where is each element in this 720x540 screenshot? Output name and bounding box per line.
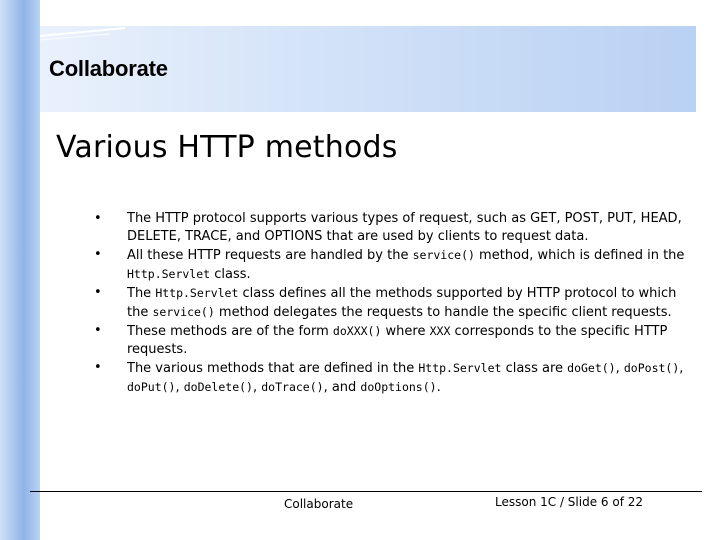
bullet-dot-icon: • bbox=[94, 211, 102, 226]
bullet-dot-icon: • bbox=[94, 285, 102, 300]
bullet-item bbox=[0, 284, 700, 322]
code-fragment: doTrace() bbox=[261, 380, 324, 394]
text-fragment: These methods are of the form bbox=[127, 324, 333, 339]
text-fragment: class defines all the methods supported by HTTP protocol to which the bbox=[127, 286, 677, 320]
text-fragment: . bbox=[436, 380, 441, 395]
bullet-dot-icon: • bbox=[94, 247, 102, 262]
section-label: Collaborate bbox=[49, 56, 168, 81]
code-fragment: XXX bbox=[429, 324, 451, 338]
text-fragment: where bbox=[381, 324, 430, 339]
bullet-item bbox=[0, 359, 700, 397]
text-fragment: , bbox=[252, 380, 262, 395]
text-fragment: method, which is defined in the bbox=[474, 248, 685, 263]
slide-title: Various HTTP methods bbox=[56, 130, 398, 165]
code-fragment: doPut() bbox=[127, 380, 176, 394]
text-fragment: , bbox=[175, 380, 184, 395]
code-fragment: doDelete() bbox=[183, 380, 253, 394]
code-fragment: doXXX() bbox=[332, 324, 382, 338]
bullet-list bbox=[0, 210, 700, 397]
code-fragment: doOptions() bbox=[360, 380, 437, 394]
footer-course-name: Collaborate bbox=[284, 497, 354, 511]
bullet-item bbox=[0, 322, 700, 359]
text-fragment: , bbox=[615, 361, 624, 376]
code-fragment: service() bbox=[412, 248, 475, 262]
text-fragment: corresponds to the specific HTTP requests. bbox=[127, 324, 668, 357]
code-fragment: doPost() bbox=[623, 361, 680, 375]
text-fragment: The HTTP protocol supports various types of request, such as GET, POST, PUT, HEAD, DELETE, TRACE, and OPTIONS that are used by clients to request data. bbox=[127, 211, 682, 244]
text-fragment: All these HTTP requests are handled by the bbox=[127, 248, 413, 263]
bullet-dot-icon: • bbox=[94, 323, 102, 338]
code-fragment: Http.Servlet bbox=[127, 267, 211, 281]
text-fragment: class are bbox=[501, 361, 568, 376]
bullet-item bbox=[0, 246, 700, 284]
code-fragment: Http.Servlet bbox=[418, 361, 502, 375]
code-fragment: service() bbox=[152, 305, 215, 319]
footer-divider bbox=[30, 491, 702, 492]
code-fragment: Http.Servlet bbox=[155, 286, 239, 300]
bullet-dot-icon: • bbox=[94, 360, 102, 375]
text-fragment: , and bbox=[323, 380, 361, 395]
text-fragment: The bbox=[127, 286, 156, 301]
footer-slide-info: Lesson 1C / Slide 6 of 22 bbox=[495, 495, 644, 509]
text-fragment: class. bbox=[210, 267, 251, 282]
text-fragment: method delegates the requests to handle the specific client requests. bbox=[214, 305, 672, 320]
text-fragment: The various methods that are defined in the bbox=[127, 361, 419, 376]
code-fragment: doGet() bbox=[567, 361, 616, 375]
bullet-item bbox=[0, 210, 700, 246]
text-fragment: , bbox=[679, 361, 684, 376]
